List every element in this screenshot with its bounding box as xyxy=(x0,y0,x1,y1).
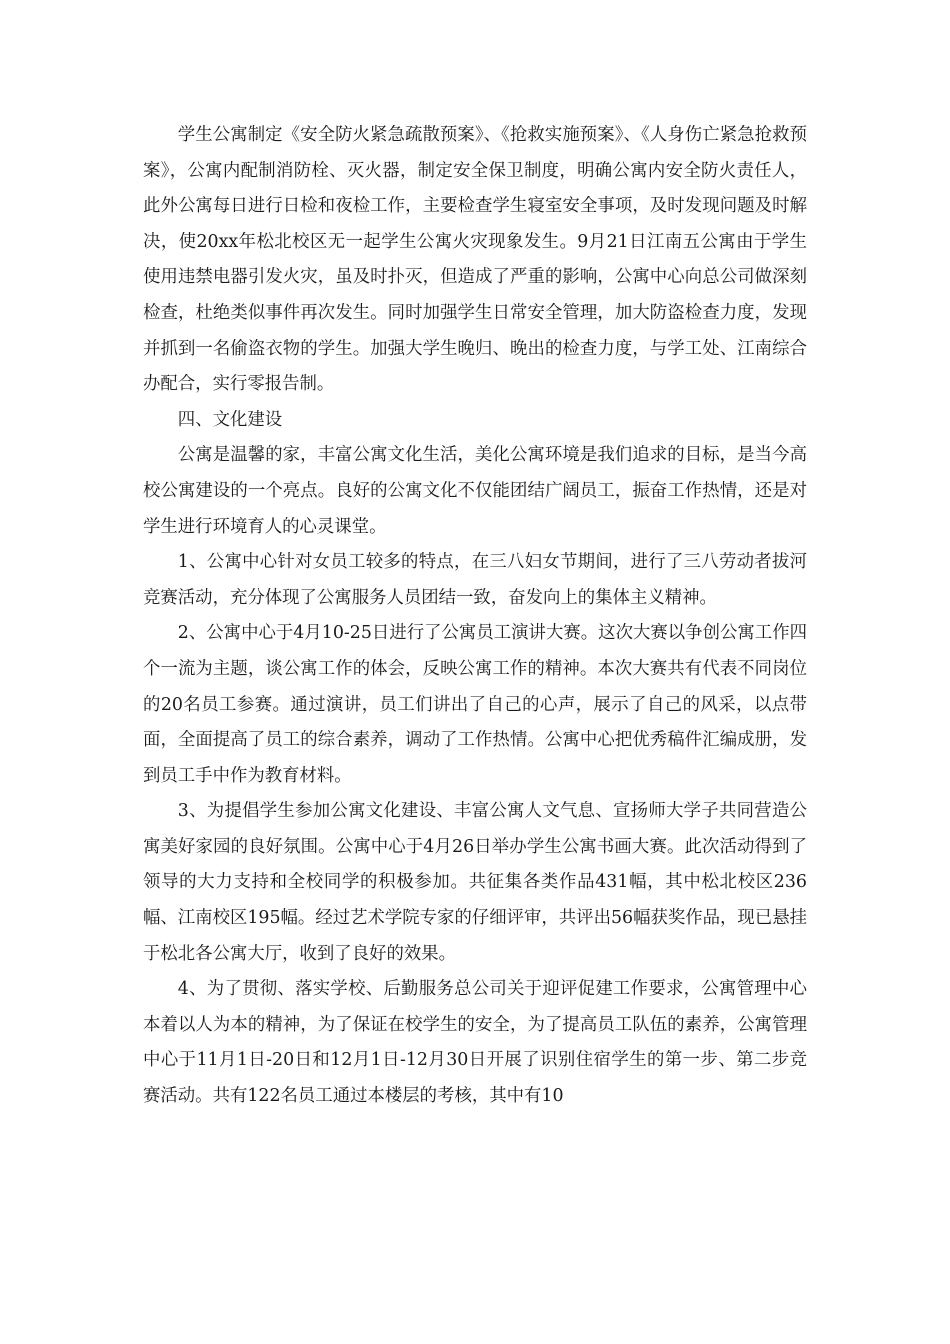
paragraph-item-4: 4、为了贯彻、落实学校、后勤服务总公司关于迎评促建工作要求，公寓管理中心本着以人为本的精神，为了保证在校学生的安全，为了提高员工队伍的素养，公寓管理中心于11月1日-20日和12月1日-12月30日开展了识别住宿学生的第一步、第二步竞赛活动。共有122名员工通过本楼层的考核，其中有10 xyxy=(143,979,807,1107)
paragraph-item-3: 3、为提倡学生参加公寓文化建设、丰富公寓人文气息、宣扬师大学子共同营造公寓美好家园的良好氛围。公寓中心于4月26日举办学生公寓书画大赛。此次活动得到了领导的大力支持和全校同学的积极参加。共征集各类作品431幅，其中松北校区236幅、江南校区195幅。经过艺术学院专家的仔细评审，共评出56幅获奖作品，现已悬挂于松北各公寓大厅，收到了良好的效果。 xyxy=(143,801,807,964)
paragraph-item-2: 2、公寓中心于4月10-25日进行了公寓员工演讲大赛。这次大赛以争创公寓工作四个一流为主题，谈公寓工作的体会，反映公寓工作的精神。本次大赛共有代表不同岗位的20名员工参赛。通过演讲，员工们讲出了自己的心声，展示了自己的风采，以点带面，全面提高了员工的综合素养，调动了工作热情。公寓中心把优秀稿件汇编成册，发到员工手中作为教育材料。 xyxy=(143,623,807,786)
paragraph-safety: 学生公寓制定《安全防火紧急疏散预案》、《抢救实施预案》、《人身伤亡紧急抢救预案》，公寓内配制消防栓、灭火器，制定安全保卫制度，明确公寓内安全防火责任人，此外公寓每日进行日检和夜检工作，主要检查学生寝室安全事项，及时发现问题及时解决，使20xx年松北校区无一起学生公寓火灾现象发生。9月21日江南五公寓由于学生使用违禁电器引发火灾，虽及时扑灭，但造成了严重的影响，公寓中心向总公司做深刻检查，杜绝类似事件再次发生。同时加强学生日常安全管理，加大防盗检查力度，发现并抓到一名偷盗衣物的学生。加强大学生晚归、晚出的检查力度，与学工处、江南综合办配合，实行零报告制。 xyxy=(143,125,807,395)
section-heading-culture: 四、文化建设 xyxy=(177,409,283,430)
paragraph-item-1: 1、公寓中心针对女员工较多的特点，在三八妇女节期间，进行了三八劳动者拔河竞赛活动，充分体现了公寓服务人员团结一致，奋发向上的集体主义精神。 xyxy=(143,552,807,608)
document-body xyxy=(143,118,807,1115)
paragraph-culture-intro: 公寓是温馨的家，丰富公寓文化生活，美化公寓环境是我们追求的目标，是当今高校公寓建设的一个亮点。良好的公寓文化不仅能团结广阔员工，振奋工作热情，还是对学生进行环境育人的心灵课堂。 xyxy=(143,445,807,537)
